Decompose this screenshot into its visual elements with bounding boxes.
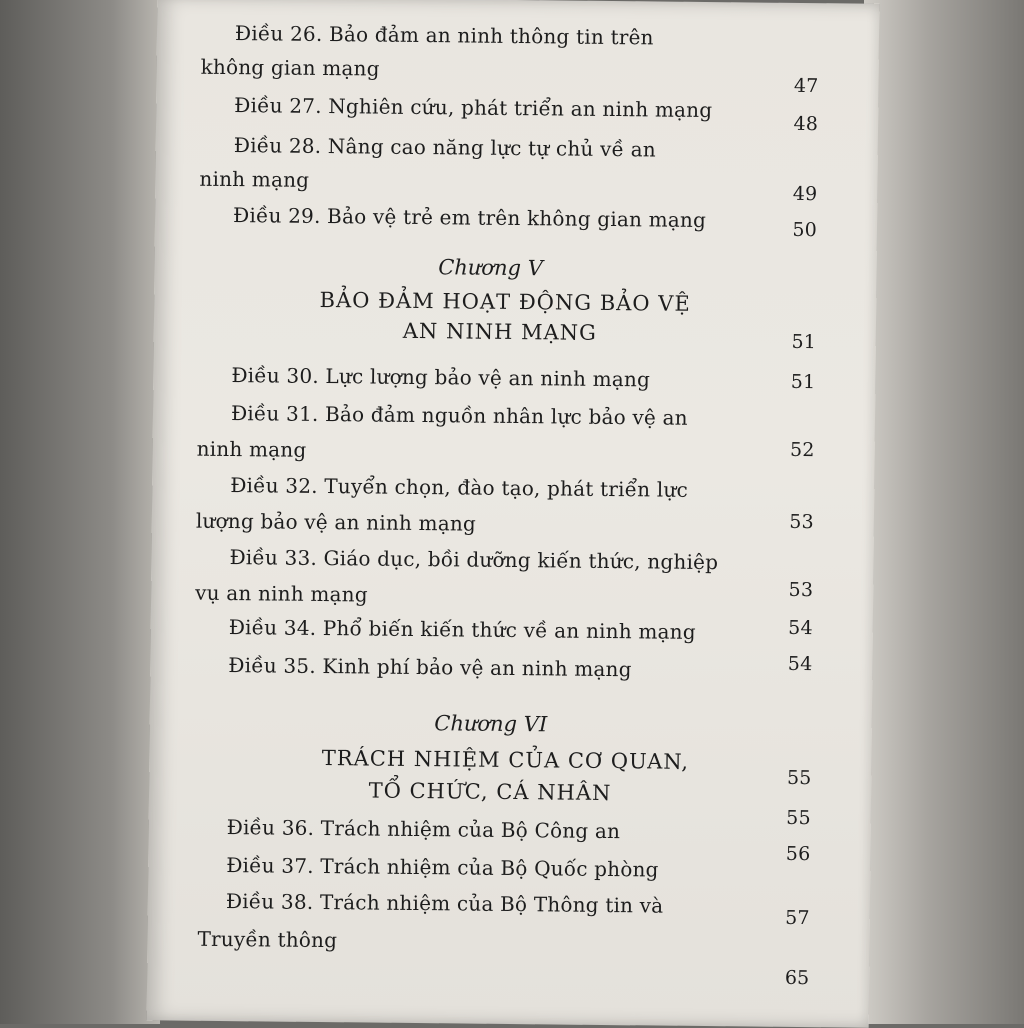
chapter-heading-5 [154,252,877,354]
toc-entry-30 [154,362,876,394]
toc-page-number: 51 [791,330,816,354]
toc-page-number: 54 [787,652,813,676]
toc-entry-title: Điều 29. Bảo vệ trẻ em trên không gian mạng [232,203,707,233]
toc-page-number: 56 [785,842,811,866]
background-left [0,0,160,1024]
toc-entry-title: Điều 32. Tuyển chọn, đào tạo, phát triển lực [230,473,689,502]
toc-entry-title-cont: ninh mạng [199,166,310,192]
toc-entry-title-cont: vụ an ninh mạng [195,580,368,607]
toc-page-number: 52 [789,438,815,462]
toc-page-number: 53 [788,578,814,602]
toc-page-number: 50 [792,218,818,242]
toc-entry-27 [156,92,878,136]
chapter-title: TRÁCH NHIỆM CỦA CƠ QUAN, [321,746,690,774]
toc-entry-32 [152,472,874,536]
toc-entry-29 [155,202,877,242]
toc-page-number: 55 [786,806,811,830]
chapter-name: Chương VI [434,711,548,737]
toc-entry-title: Điều 37. Trách nhiệm của Bộ Quốc phòng [226,853,659,882]
toc-page-number: 49 [792,182,818,206]
toc-page-number: 48 [793,112,819,136]
toc-entry-title-cont: lượng bảo vệ an ninh mạng [195,508,477,536]
toc-entry-title: Điều 31. Bảo đảm nguồn nhân lực bảo vệ an [230,401,688,430]
toc-entry-28 [156,132,878,206]
chapter-title-cont: AN NINH MẠNG [402,318,598,345]
toc-page-number: 47 [793,74,819,98]
chapter-heading-6 [149,708,872,808]
toc-page-number-last: 65 [784,966,810,990]
chapter-name: Chương V [438,255,543,281]
toc-entry-title: Điều 35. Kinh phí bảo vệ an ninh mạng [228,653,632,682]
toc-page-number: 54 [788,616,813,640]
toc-entry-34 [151,614,873,644]
chapter-title: BẢO ĐẢM HOẠT ĐỘNG BẢO VỆ [319,287,691,316]
toc-page-number: 55 [786,766,812,790]
chapter-title-cont: TỔ CHỨC, CÁ NHÂN [368,778,612,806]
toc-entry-title: Điều 38. Trách nhiệm của Bộ Thông tin và [225,889,664,918]
toc-entry-31 [153,400,875,462]
toc-entry-33 [152,544,874,607]
toc-entry-36 [149,806,871,844]
toc-entry-37 [148,842,870,882]
toc-entry-title: Điều 36. Trách nhiệm của Bộ Công an [226,815,621,844]
toc-entry-35 [151,652,873,682]
background-right [864,0,1024,1024]
toc-page-number: 51 [790,370,816,394]
toc-entry-title-cont: không gian mạng [200,54,380,81]
toc-entry-title: Điều 30. Lực lượng bảo vệ an ninh mạng [231,363,651,392]
toc-entry-title: Điều 33. Giáo dục, bồi dưỡng kiến thức, nghiệp [229,545,719,575]
toc-entry-title: Điều 28. Nâng cao năng lực tự chủ về an [233,133,657,162]
toc-entry-title: Điều 27. Nghiên cứu, phát triển an ninh mạng [234,93,713,123]
toc-entry-26 [157,20,879,98]
toc-entry-title-cont: ninh mạng [196,436,307,462]
toc-page-number: 53 [789,510,815,534]
book-page [147,0,880,1028]
toc-page-number: 57 [785,906,810,930]
toc-entry-38 [148,888,870,953]
toc-entry-title-cont: Truyền thông [197,926,338,953]
toc-entry-title: Điều 26. Bảo đảm an ninh thông tin trên [234,21,654,50]
toc-entry-title: Điều 34. Phổ biến kiến thức về an ninh mạng [228,615,696,644]
